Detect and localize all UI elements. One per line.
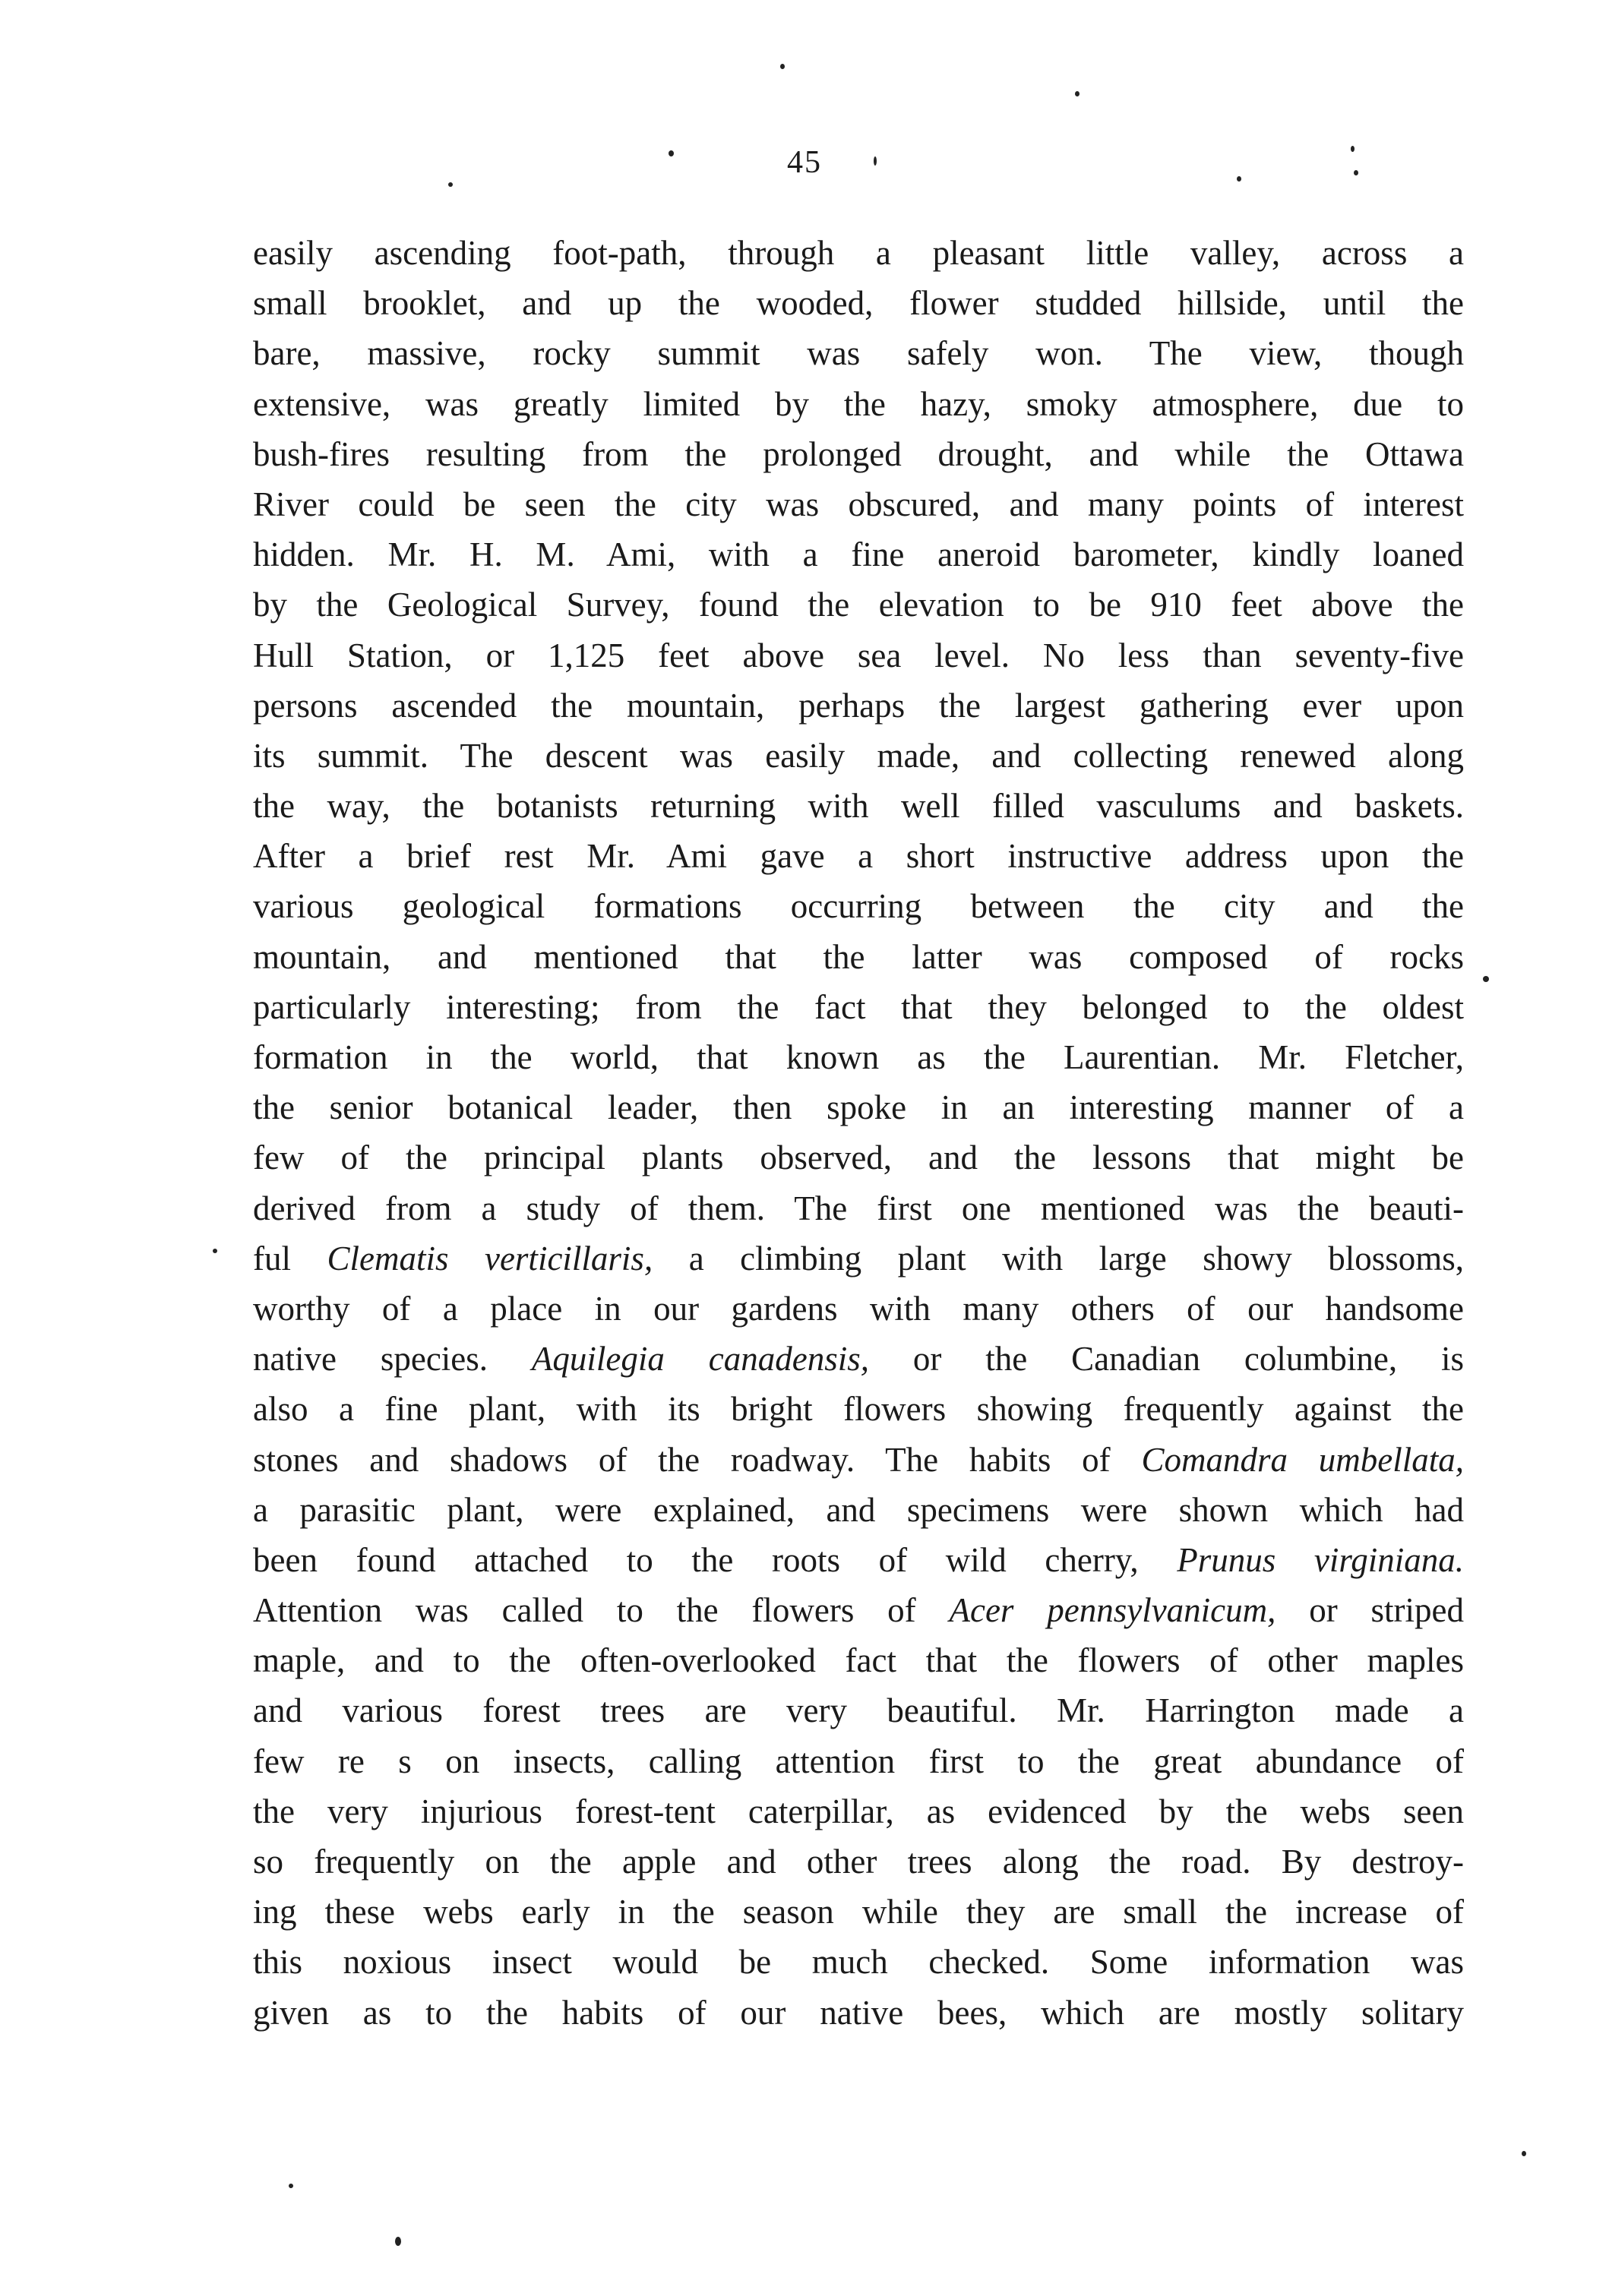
- text-run: small brooklet, and up the wooded, flower studded hillside, until the: [253, 284, 1464, 323]
- text-line: [253, 278, 1464, 328]
- scan-speck: [1237, 176, 1241, 182]
- scan-speck: [1522, 2151, 1526, 2156]
- italic-species-name: Prunus virginiana.: [1177, 1540, 1464, 1579]
- text-run: or the Canadian columbine, is: [868, 1340, 1464, 1379]
- scan-speck: [289, 2184, 293, 2188]
- text-run: the very injurious forest-tent caterpillar, as evidenced by the webs seen: [253, 1792, 1464, 1830]
- text-run: its summit. The descent was easily made, and collecting renewed along: [253, 736, 1464, 775]
- text-run: easily ascending foot-path, through a pleasant little valley, across a: [253, 234, 1464, 272]
- italic-species-name: Clematis verticillaris,: [327, 1239, 653, 1277]
- text-run: various geological formations occurring between the city and the: [253, 887, 1464, 926]
- text-run: bare, massive, rocky summit was safely won. The view, though: [253, 334, 1464, 373]
- text-run: native species.: [253, 1340, 532, 1379]
- text-run: and various forest trees are very beautiful. Mr. Harrington made a: [253, 1691, 1464, 1730]
- body-text: [253, 228, 1464, 2038]
- text-run: the way, the botanists returning with well filled vasculums and baskets.: [253, 787, 1464, 826]
- text-run: formation in the world, that known as the Laurentian. Mr. Fletcher,: [253, 1038, 1464, 1076]
- text-run: so frequently on the apple and other trees along the road. By destroy-: [253, 1843, 1464, 1881]
- text-run: After a brief rest Mr. Ami gave a short instructive address upon the: [253, 837, 1464, 876]
- text-line: [253, 1685, 1464, 1735]
- scan-speck: [1075, 91, 1080, 96]
- text-run: persons ascended the mountain, perhaps the largest gathering ever upon: [253, 686, 1464, 725]
- text-run: worthy of a place in our gardens with many others of our handsome: [253, 1289, 1464, 1328]
- text-line: [253, 1435, 1464, 1485]
- text-run: this noxious insect would be much checked. Some information was: [253, 1943, 1464, 1982]
- text-line: [253, 580, 1464, 630]
- text-run: stones and shadows of the roadway. The habits of: [253, 1440, 1142, 1479]
- text-run: a climbing plant with large showy blossoms,: [653, 1239, 1464, 1277]
- text-run: a parasitic plant, were explained, and specimens were shown which had: [253, 1490, 1464, 1529]
- scan-speck: [669, 150, 674, 156]
- text-run: ful: [253, 1239, 327, 1277]
- text-line: [253, 630, 1464, 681]
- scan-speck: [1354, 170, 1358, 175]
- text-run: or striped: [1276, 1591, 1464, 1630]
- text-line: [253, 1233, 1464, 1284]
- text-line: [253, 1988, 1464, 2038]
- text-run: Hull Station, or 1,125 feet above sea level. No less than seventy-five: [253, 636, 1464, 674]
- text-line: [253, 831, 1464, 881]
- text-line: [253, 379, 1464, 429]
- text-run: also a fine plant, with its bright flowers showing frequently against the: [253, 1390, 1464, 1429]
- text-line: [253, 1384, 1464, 1434]
- text-line: [253, 1937, 1464, 1987]
- text-line: [253, 529, 1464, 580]
- text-run: bush-fires resulting from the prolonged drought, and while the Ottawa: [253, 434, 1464, 473]
- text-line: [253, 1786, 1464, 1836]
- text-run: given as to the habits of our native bees, which are mostly solitary: [253, 1993, 1464, 2032]
- text-line: [253, 1585, 1464, 1635]
- text-line: [253, 1535, 1464, 1585]
- text-line: [253, 479, 1464, 529]
- text-line: [253, 1132, 1464, 1183]
- text-line: [253, 1082, 1464, 1132]
- text-run: mountain, and mentioned that the latter was composed of rocks: [253, 937, 1464, 976]
- scan-speck: [448, 182, 453, 187]
- text-run: maple, and to the often-overlooked fact that the flowers of other maples: [253, 1641, 1464, 1680]
- text-run: by the Geological Survey, found the elevation to be 910 feet above the: [253, 586, 1464, 624]
- text-run: hidden. Mr. H. M. Ami, with a fine aneroid barometer, kindly loaned: [253, 535, 1464, 574]
- scan-speck: [395, 2237, 401, 2246]
- page-number: 45: [787, 145, 822, 180]
- text-line: [253, 1887, 1464, 1937]
- text-run: the senior botanical leader, then spoke in an interesting manner of a: [253, 1088, 1464, 1127]
- text-line: [253, 1635, 1464, 1685]
- italic-species-name: Aquilegia canadensis,: [531, 1340, 869, 1379]
- text-run: been found attached to the roots of wild cherry,: [253, 1540, 1178, 1579]
- text-line: [253, 1736, 1464, 1786]
- scan-speck: [780, 64, 785, 69]
- scan-speck: [213, 1249, 217, 1253]
- text-run: particularly interesting; from the fact that they belonged to the oldest: [253, 987, 1464, 1026]
- text-run: River could be seen the city was obscured, and many points of interest: [253, 485, 1464, 523]
- scan-speck: [874, 156, 877, 166]
- text-line: [253, 982, 1464, 1032]
- text-run: ing these webs early in the season while they are small the increase of: [253, 1893, 1464, 1931]
- text-line: [253, 1836, 1464, 1887]
- text-run: derived from a study of them. The first one mentioned was the beauti-: [253, 1189, 1464, 1227]
- text-line: [253, 228, 1464, 278]
- text-line: [253, 1485, 1464, 1535]
- scan-speck: [1351, 146, 1355, 152]
- text-line: [253, 1284, 1464, 1334]
- text-run: Attention was called to the flowers of: [253, 1591, 950, 1630]
- text-line: [253, 731, 1464, 781]
- text-line: [253, 1334, 1464, 1384]
- italic-species-name: Comandra umbellata,: [1141, 1440, 1464, 1479]
- text-run: extensive, was greatly limited by the hazy, smoky atmosphere, due to: [253, 384, 1464, 423]
- text-line: [253, 1183, 1464, 1233]
- text-line: [253, 881, 1464, 931]
- text-line: [253, 681, 1464, 731]
- text-line: [253, 932, 1464, 982]
- text-line: [253, 1032, 1464, 1082]
- scan-speck: [1483, 976, 1489, 982]
- text-line: [253, 328, 1464, 378]
- italic-species-name: Acer pennsylvanicum,: [949, 1591, 1276, 1630]
- text-run: few re s on insects, calling attention first to the great abundance of: [253, 1742, 1464, 1780]
- text-run: few of the principal plants observed, and the lessons that might be: [253, 1139, 1464, 1177]
- text-line: [253, 781, 1464, 831]
- text-line: [253, 429, 1464, 479]
